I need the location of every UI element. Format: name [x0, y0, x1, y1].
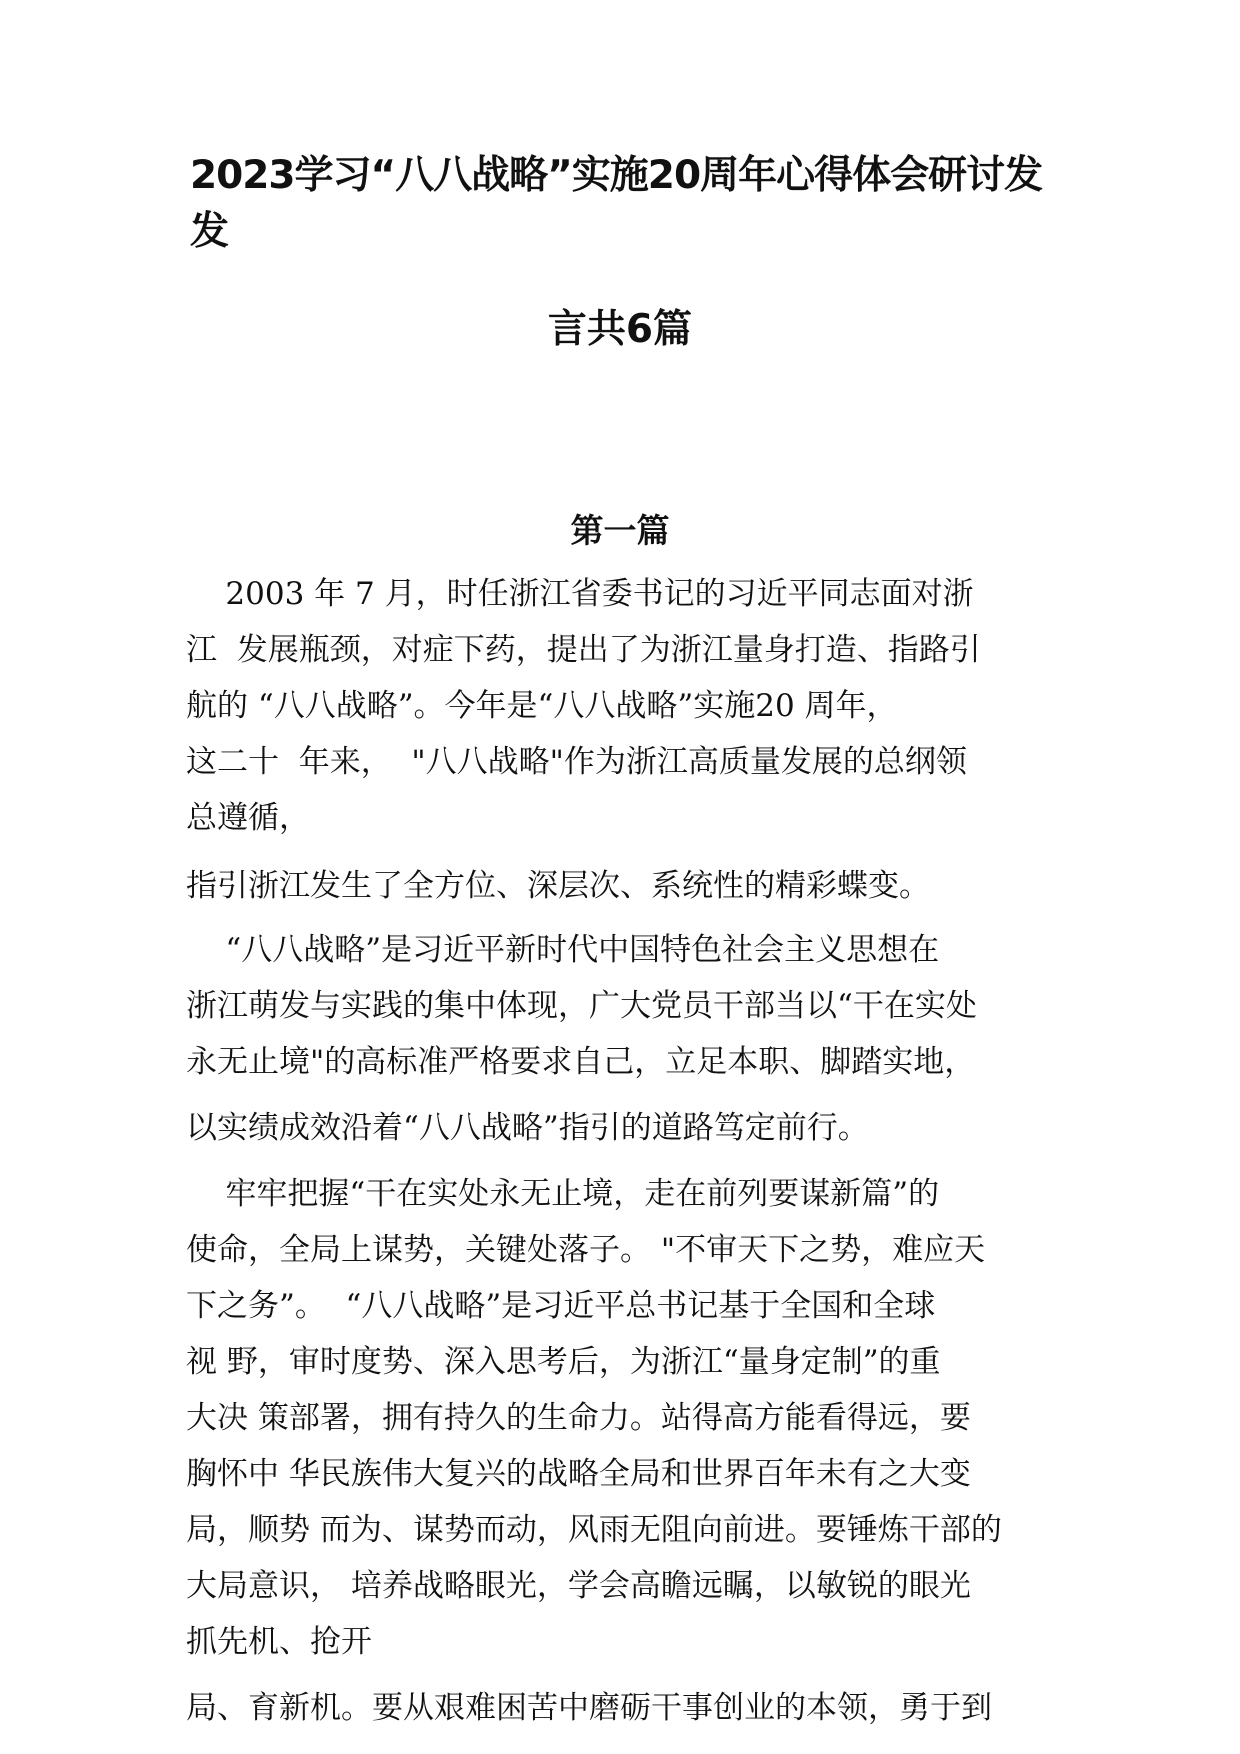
text-line: 胸怀中 华民族伟大复兴的战略全局和世界百年未有之大变	[186, 1456, 971, 1492]
text-line: 这二十 年来， "八八战略"作为浙江高质量发展的总纲领	[186, 744, 967, 780]
paragraph-6	[186, 1680, 1056, 1736]
section-heading: 第一篇	[570, 511, 670, 550]
text-line: 大决 策部署，拥有持久的生命力。站得高方能看得远，要	[186, 1400, 971, 1436]
title-line-1: 2023学习“八八战略”实施20周年心得体会研讨发	[190, 153, 1043, 198]
text-line: 2003 年 7 月，时任浙江省委书记的习近平同志面对浙	[186, 576, 974, 612]
text-line: 牢牢把握“干在实处永无止境，走在前列要谋新篇”的	[186, 1176, 940, 1212]
text-line: 指引浙江发生了全方位、深层次、系统性的精彩蝶变。	[186, 868, 930, 904]
title-line-2: 发	[190, 209, 229, 254]
text-line: 使命，全局上谋势，关键处落子。 "不审天下之势，难应天	[186, 1232, 986, 1268]
text-line: 视 野，审时度势、深入思考后，为浙江“量身定制”的重	[186, 1344, 941, 1380]
paragraph-5	[186, 1166, 1056, 1670]
text-line: 以实绩成效沿着“八八战略”指引的道路笃定前行。	[186, 1110, 869, 1146]
text-line: 总遵循，	[186, 800, 310, 836]
document-subtitle: 言共6篇	[547, 307, 693, 352]
text-line: 下之务”。 “八八战略”是习近平总书记基于全国和全球	[186, 1288, 936, 1324]
text-line: 江 发展瓶颈，对症下药，提出了为浙江量身打造、指路引	[186, 632, 981, 668]
text-line: 局，顺势 而为、谋势而动，风雨无阻向前进。要锤炼干部的	[186, 1512, 1002, 1548]
paragraph-2	[186, 858, 1056, 914]
text-line: 航的 “八八战略”。今年是“八八战略”实施20 周年，	[186, 688, 898, 724]
text-line: “八八战略”是习近平新时代中国特色社会主义思想在	[186, 932, 940, 968]
text-line: 抓先机、抢开	[186, 1624, 372, 1660]
text-line: 局、育新机。要从艰难困苦中磨砺干事创业的本领，勇于到	[186, 1690, 992, 1726]
paragraph-1	[186, 566, 1056, 846]
document-body	[186, 566, 1056, 1736]
paragraph-4	[186, 1100, 1056, 1156]
document-title	[190, 148, 1070, 260]
paragraph-3	[186, 922, 1056, 1090]
text-line: 浙江萌发与实践的集中体现，广大党员干部当以“干在实处	[186, 988, 977, 1024]
text-line: 永无止境"的高标准严格要求自己，立足本职、脚踏实地，	[186, 1044, 976, 1080]
text-line: 大局意识， 培养战略眼光，学会高瞻远瞩，以敏锐的眼光	[186, 1568, 971, 1604]
